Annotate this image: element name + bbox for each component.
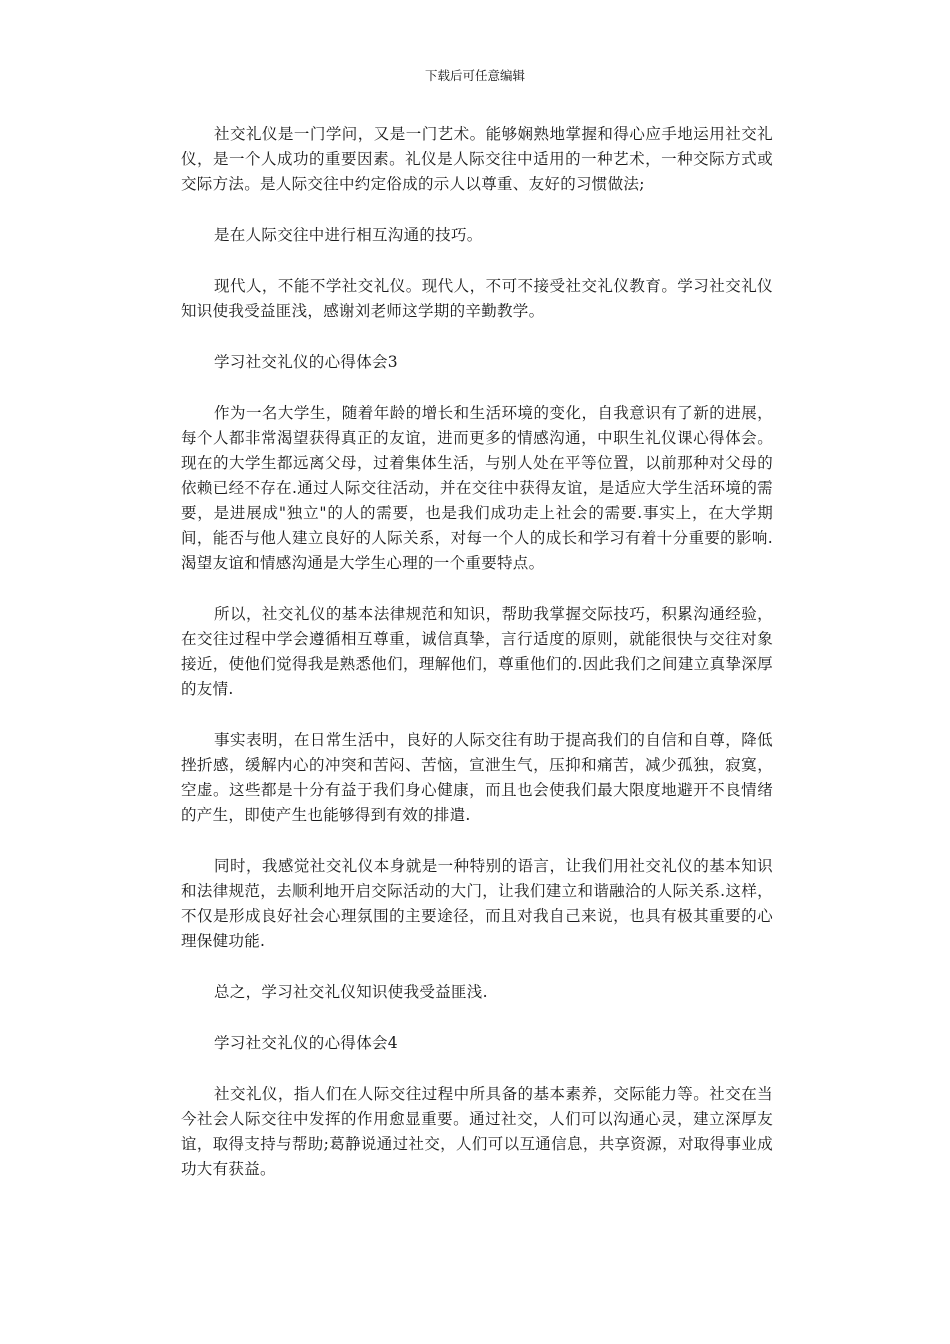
paragraph: 是在人际交往中进行相互沟通的技巧。 <box>214 226 483 244</box>
paragraph: 事实表明，在日常生活中，良好的人际交往有助于提高我们的自信和自尊，降低挫折感，缓解内心的冲突和苦闷、苦恼，宣泄生气，压抑和痛苦，减少孤独，寂寞，空虚。这些都是十分有益于我们身心健康，而且也会使我们最大限度地避开不良情绪的产生，即使产生也能够得到有效的排遣. <box>181 731 773 824</box>
section-heading: 学习社交礼仪的心得体会4 <box>214 1034 398 1052</box>
paragraph: 总之，学习社交礼仪知识使我受益匪浅. <box>214 983 488 1001</box>
paragraph: 作为一名大学生，随着年龄的增长和生活环境的变化，自我意识有了新的进展，每个人都非常渴望获得真正的友谊，进而更多的情感沟通，中职生礼仪课心得体会。现在的大学生都远离父母，过着集体生活，与别人处在平等位置，以前那种对父母的依赖已经不存在.通过人际交往活动，并在交往中获得友谊，是适应大学生活环境的需要，是进展成"独立"的人的需要，也是我们成功走上社会的需要.事实上，在大学期间，能否与他人建立良好的人际关系，对每一个人的成长和学习有着十分重要的影响.渴望友谊和情感沟通是大学生心理的一个重要特点。 <box>181 404 773 572</box>
paragraph: 社交礼仪是一门学问，又是一门艺术。能够娴熟地掌握和得心应手地运用社交礼仪，是一个人成功的重要因素。礼仪是人际交往中适用的一种艺术，一种交际方式或交际方法。是人际交往中约定俗成的示人以尊重、友好的习惯做法; <box>181 125 773 193</box>
paragraph: 同时，我感觉社交礼仪本身就是一种特别的语言，让我们用社交礼仪的基本知识和法律规范，去顺利地开启交际活动的大门，让我们建立和谐融洽的人际关系.这样，不仅是形成良好社会心理氛围的主要途径，而且对我自己来说，也具有极其重要的心理保健功能. <box>181 857 773 950</box>
paragraph: 现代人，不能不学社交礼仪。现代人，不可不接受社交礼仪教育。学习社交礼仪知识使我受益匪浅，感谢刘老师这学期的辛勤教学。 <box>181 277 773 320</box>
document-body <box>181 122 773 1208</box>
paragraph: 社交礼仪，指人们在人际交往过程中所具备的基本素养，交际能力等。社交在当今社会人际交往中发挥的作用愈显重要。通过社交，人们可以沟通心灵，建立深厚友谊，取得支持与帮助;葛静说通过社交，人们可以互通信息，共享资源，对取得事业成功大有获益。 <box>181 1085 773 1178</box>
paragraph: 所以，社交礼仪的基本法律规范和知识，帮助我掌握交际技巧，积累沟通经验，在交往过程中学会遵循相互尊重，诚信真挚，言行适度的原则，就能很快与交往对象接近，使他们觉得我是熟悉他们，理解他们，尊重他们的.因此我们之间建立真挚深厚的友情. <box>181 605 773 698</box>
page-header: 下载后可任意编辑 <box>424 68 525 83</box>
section-heading: 学习社交礼仪的心得体会3 <box>214 353 398 371</box>
